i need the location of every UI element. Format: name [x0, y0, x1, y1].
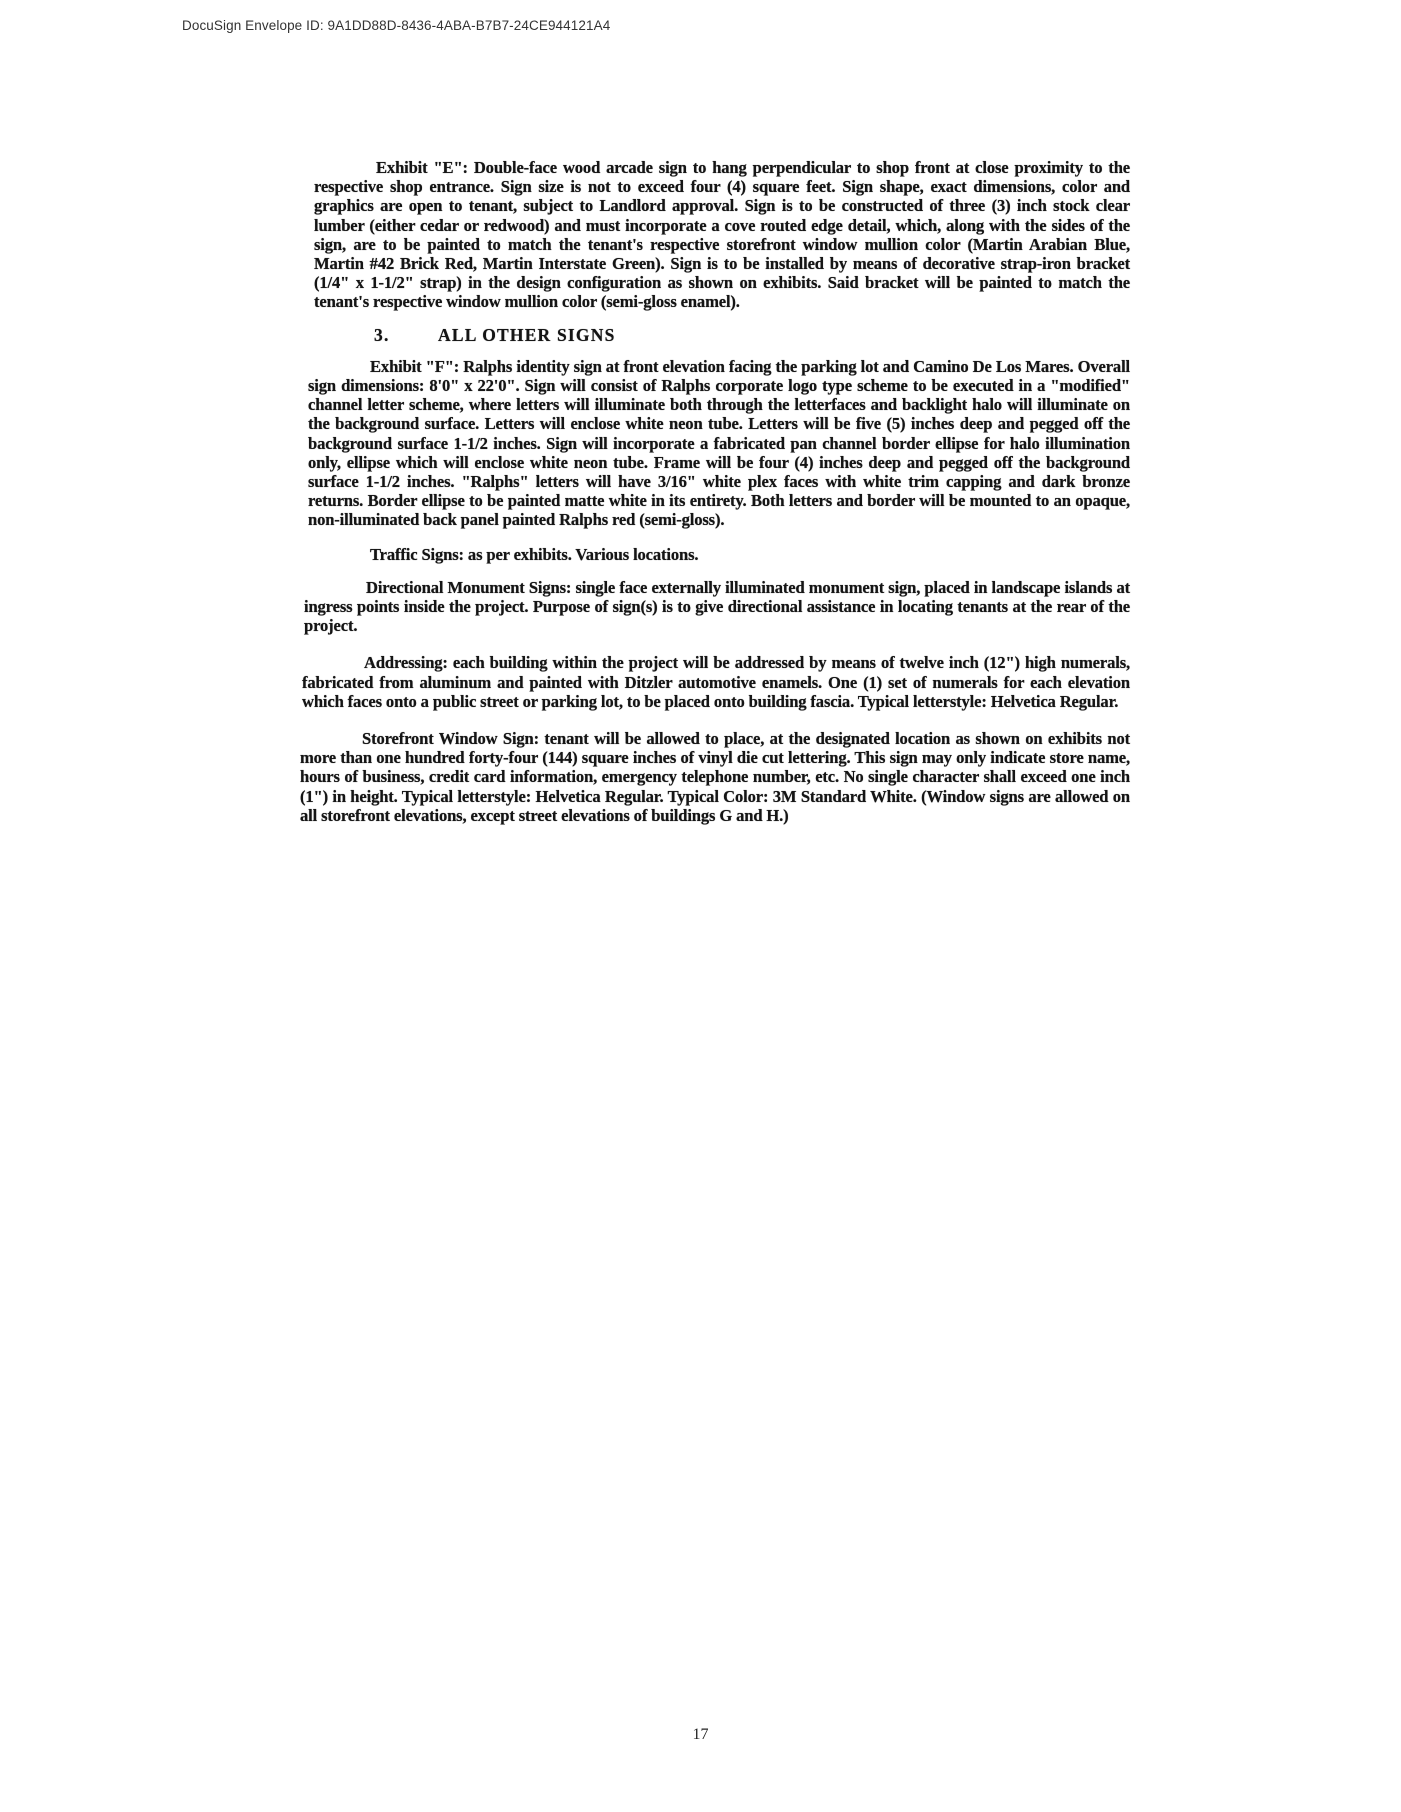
docusign-envelope-id: DocuSign Envelope ID: 9A1DD88D-8436-4ABA-B7B7-24CE944121A4 [182, 18, 611, 33]
page-number: 17 [692, 1726, 709, 1743]
exhibit-f-paragraph: Exhibit "F": Ralphs identity sign at front elevation facing the parking lot and Camino De Los Mares. Overall sign dimensions: 8'0" x 22'0". Sign will consist of Ralphs corporate logo type scheme to be executed in a "modified" channel letter scheme, where letters will illuminate both through the letterfaces and backlight halo will illuminate on the background surface. Letters will enclose white neon tube. Letters will be five (5) inches deep and pegged off the background surface 1-1/2 inches. Sign will incorporate a fabricated pan channel border ellipse for halo illumination only, ellipse which will enclose white neon tube. Frame will be four (4) inches deep and pegged off the background surface 1-1/2 inches. "Ralphs" letters will have 3/16" white plex faces with white trim capping and dark bronze returns. Border ellipse to be painted matte white in its entirety. Both letters and border will be mounted to an opaque, non-illuminated back panel painted Ralphs red (semi-gloss). [308, 356, 1130, 530]
storefront-window-sign-paragraph: Storefront Window Sign: tenant will be allowed to place, at the designated location as shown on exhibits not more than one hundred forty-four (144) square inches of vinyl die cut lettering. This sign may only indicate store name, hours of business, credit card information, emergency telephone number, etc. No single character shall exceed one inch (1") in height. Typical letterstyle: Helvetica Regular. Typical Color: 3M Standard White. (Window signs are allowed on all storefront elevations, except street elevations of buildings G and H.) [300, 729, 1130, 825]
traffic-signs-paragraph: Traffic Signs: as per exhibits. Various locations. [370, 544, 699, 564]
section-title: ALL OTHER SIGNS [438, 324, 616, 345]
addressing-paragraph: Addressing: each building within the project will be addressed by means of twelve inch (12") high numerals, fabricated from aluminum and painted with Ditzler automotive enamels. One (1) set of numerals for each elevation which faces onto a public street or parking lot, to be placed onto building fascia. Typical letterstyle: Helvetica Regular. [302, 653, 1130, 711]
document-body [300, 158, 1130, 825]
section-number: 3. [374, 324, 390, 345]
section-heading [374, 326, 1130, 345]
directional-monument-signs-paragraph: Directional Monument Signs: single face externally illuminated monument sign, placed in landscape islands at ingress points inside the project. Purpose of sign(s) is to give directional assistance in locating tenants at the rear of the project. [304, 577, 1130, 636]
exhibit-e-paragraph: Exhibit "E": Double-face wood arcade sign to hang perpendicular to shop front at close proximity to the respective shop entrance. Sign size is not to exceed four (4) square feet. Sign shape, exact dimensions, color and graphics are open to tenant, subject to Landlord approval. Sign is to be constructed of three (3) inch stock clear lumber (either cedar or redwood) and must incorporate a cove routed edge detail, which, along with the sides of the sign, are to be painted to match the tenant's respective storefront window mullion color (Martin Arabian Blue, Martin #42 Brick Red, Martin Interstate Green). Sign is to be installed by means of decorative strap-iron bracket (1/4" x 1-1/2" strap) in the design configuration as shown on exhibits. Said bracket will be painted to match the tenant's respective window mullion color (semi-gloss enamel). [314, 158, 1130, 312]
